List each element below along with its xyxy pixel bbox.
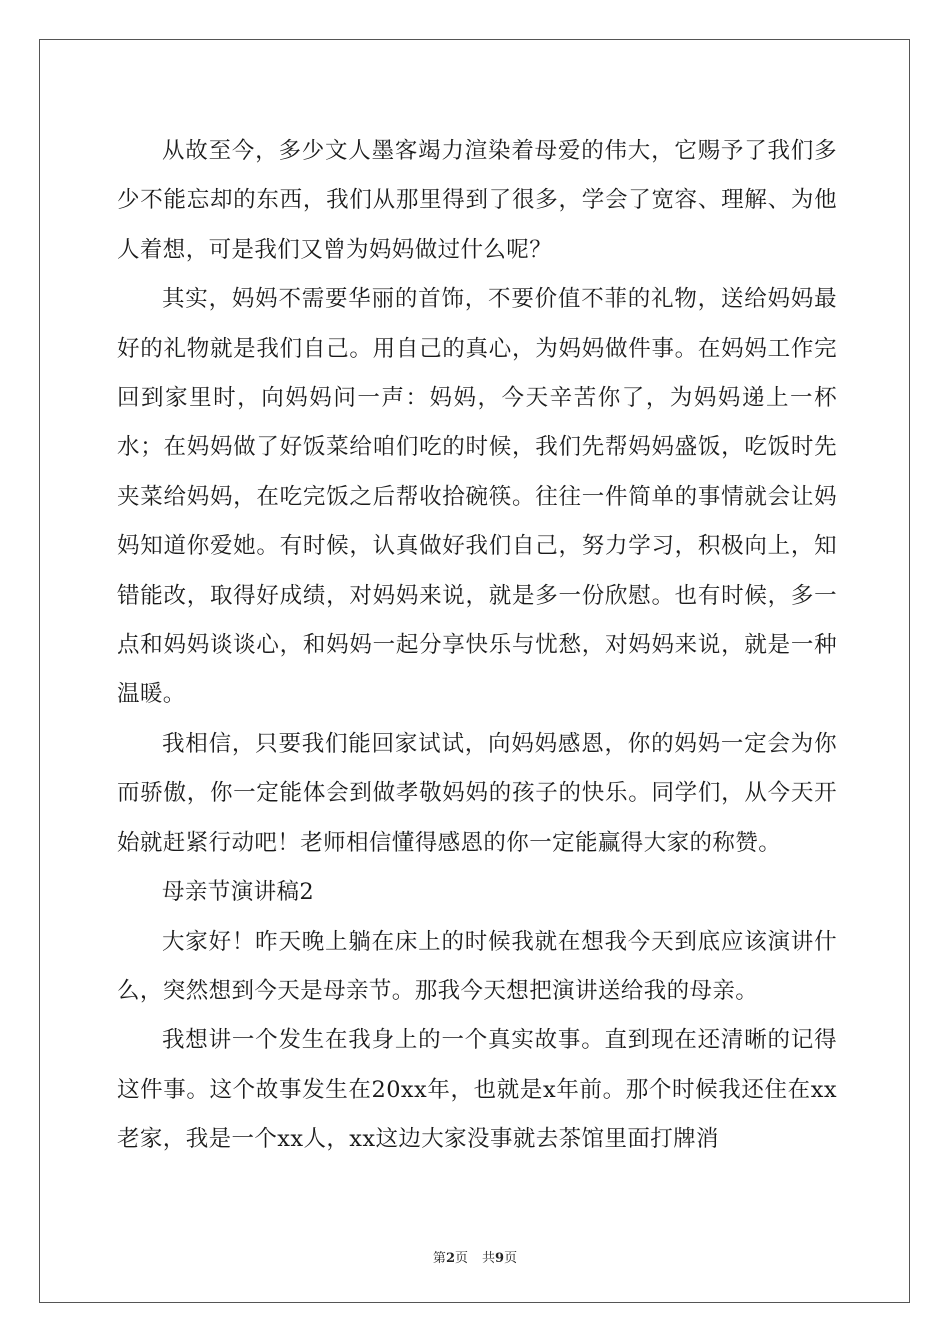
- document-body: [117, 127, 837, 1165]
- paragraph-1: 从故至今，多少文人墨客竭力渲染着母爱的伟大，它赐予了我们多少不能忘却的东西，我们从那里得到了很多，学会了宽容、理解、为他人着想，可是我们又曾为妈妈做过什么呢？: [117, 138, 837, 263]
- page-prefix: 第: [432, 1251, 446, 1266]
- total-prefix: 共: [482, 1251, 496, 1266]
- paragraph-3: 我相信，只要我们能回家试试，向妈妈感恩，你的妈妈一定会为你而骄傲，你一定能体会到做孝敬妈妈的孩子的快乐。同学们，从今天开始就赶紧行动吧！老师相信懂得感恩的你一定能赢得大家的称赞。: [117, 730, 837, 856]
- section-heading: 母亲节演讲稿2: [162, 879, 315, 906]
- page-footer: [0, 1247, 950, 1266]
- page-suffix: 页: [454, 1251, 468, 1266]
- paragraph-4: 大家好！昨天晚上躺在床上的时候我就在想我今天到底应该演讲什么，突然想到今天是母亲节。那我今天想把演讲送给我的母亲。: [117, 928, 837, 1004]
- paragraph-2: 其实，妈妈不需要华丽的首饰，不要价值不菲的礼物，送给妈妈最好的礼物就是我们自己。用自己的真心，为妈妈做件事。在妈妈工作完回到家里时，向妈妈问一声：妈妈，今天辛苦你了，为妈妈递上一杯水；在妈妈做了好饭菜给咱们吃的时候，我们先帮妈妈盛饭，吃饭时先夹菜给妈妈，在吃完饭之后帮收拾碗筷。往往一件简单的事情就会让妈妈知道你爱她。有时候，认真做好我们自己，努力学习，积极向上，知错能改，取得好成绩，对妈妈来说，就是多一份欣慰。也有时候，多一点和妈妈谈谈心，和妈妈一起分享快乐与忧愁，对妈妈来说，就是一种温暖。: [117, 286, 837, 708]
- page-current: 2: [445, 1251, 455, 1266]
- total-suffix: 页: [504, 1251, 518, 1266]
- paragraph-5: 我想讲一个发生在我身上的一个真实故事。直到现在还清晰的记得这件事。这个故事发生在20xx年，也就是x年前。那个时候我还住在xx老家，我是一个xx人，xx这边大家没事就去茶馆里面打牌消: [117, 1027, 837, 1153]
- page-total: 9: [495, 1251, 505, 1266]
